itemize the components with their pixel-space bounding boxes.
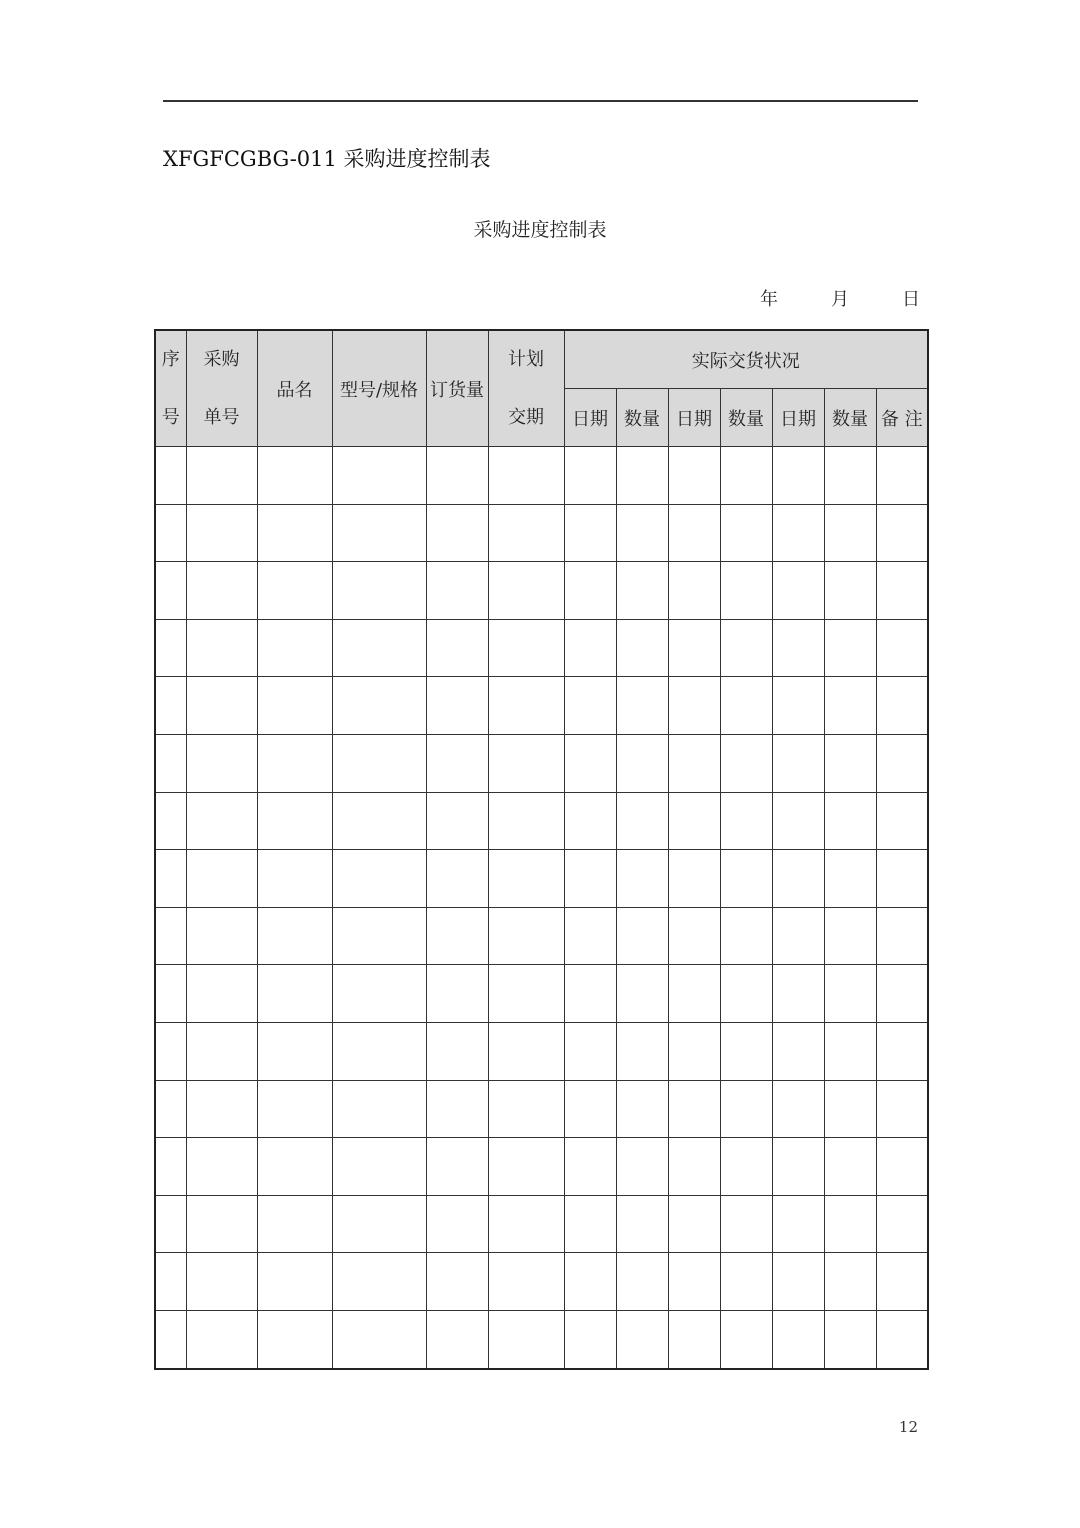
table-cell: [155, 965, 186, 1023]
table-cell: [616, 734, 668, 792]
table-cell: [426, 447, 488, 505]
table-cell: [876, 562, 928, 620]
table-row: [155, 1138, 928, 1196]
table-cell: [564, 1253, 616, 1311]
table-cell: [564, 792, 616, 850]
table-row: [155, 562, 928, 620]
table-cell: [720, 619, 772, 677]
table-cell: [564, 447, 616, 505]
table-cell: [426, 907, 488, 965]
table-cell: [426, 1253, 488, 1311]
table-cell: [876, 447, 928, 505]
table-cell: [186, 850, 257, 908]
table-body: [155, 447, 928, 1369]
table-cell: [257, 1022, 332, 1080]
table-caption: 采购进度控制表: [473, 219, 607, 241]
table-cell: [257, 1310, 332, 1368]
table-cell: [616, 907, 668, 965]
table-cell: [155, 850, 186, 908]
table-cell: [186, 1310, 257, 1368]
table-cell: [772, 850, 824, 908]
table-cell: [668, 677, 720, 735]
table-cell: [332, 562, 426, 620]
table-row: [155, 619, 928, 677]
table-cell: [668, 1195, 720, 1253]
table-row: [155, 1080, 928, 1138]
table-cell: [668, 447, 720, 505]
table-cell: [616, 1310, 668, 1368]
table-cell: [488, 734, 564, 792]
subheader-remarks: 备 注: [876, 389, 928, 447]
table-cell: [720, 907, 772, 965]
table-cell: [668, 907, 720, 965]
table-cell: [426, 504, 488, 562]
table-cell: [155, 792, 186, 850]
table-header: [155, 330, 928, 447]
table-cell: [876, 734, 928, 792]
table-cell: [772, 504, 824, 562]
table-cell: [155, 447, 186, 505]
table-cell: [332, 1195, 426, 1253]
date-day-label: 日: [902, 289, 920, 310]
table-cell: [257, 1138, 332, 1196]
table-cell: [488, 1253, 564, 1311]
table-cell: [720, 447, 772, 505]
table-cell: [824, 907, 876, 965]
table-cell: [824, 1022, 876, 1080]
header-order-qty: 订货量: [426, 330, 488, 447]
table-cell: [426, 1195, 488, 1253]
date-line: [760, 286, 920, 314]
table-cell: [426, 850, 488, 908]
table-cell: [564, 907, 616, 965]
table-cell: [616, 965, 668, 1023]
table-cell: [426, 1138, 488, 1196]
table-cell: [824, 677, 876, 735]
table-cell: [186, 1022, 257, 1080]
table-cell: [668, 734, 720, 792]
table-cell: [616, 1195, 668, 1253]
table-cell: [876, 1253, 928, 1311]
header-planned-delivery-bottom: 交期: [508, 407, 544, 428]
table-cell: [332, 850, 426, 908]
table-cell: [332, 504, 426, 562]
table-cell: [564, 562, 616, 620]
table-cell: [668, 1080, 720, 1138]
table-cell: [616, 562, 668, 620]
table-cell: [488, 907, 564, 965]
table-cell: [488, 965, 564, 1023]
table-cell: [824, 1080, 876, 1138]
table-cell: [668, 1253, 720, 1311]
table-row: [155, 1253, 928, 1311]
table-cell: [824, 1138, 876, 1196]
table-cell: [155, 1253, 186, 1311]
subheader-qty-1: 数量: [616, 389, 668, 447]
table-cell: [564, 1080, 616, 1138]
table-cell: [564, 1022, 616, 1080]
table-cell: [564, 1310, 616, 1368]
table-row: [155, 907, 928, 965]
table-cell: [257, 447, 332, 505]
table-cell: [186, 965, 257, 1023]
table-cell: [824, 734, 876, 792]
table-cell: [426, 734, 488, 792]
table-cell: [668, 965, 720, 1023]
table-cell: [332, 1253, 426, 1311]
header-item-name: 品名: [257, 330, 332, 447]
table-cell: [772, 1253, 824, 1311]
subheader-qty-2: 数量: [720, 389, 772, 447]
table-cell: [668, 1310, 720, 1368]
table-cell: [332, 1022, 426, 1080]
table-cell: [257, 734, 332, 792]
table-cell: [668, 850, 720, 908]
table-cell: [186, 1138, 257, 1196]
table-cell: [564, 1195, 616, 1253]
header-planned-delivery: [488, 330, 564, 447]
header-rule: [163, 100, 918, 102]
table-cell: [824, 965, 876, 1023]
table-cell: [564, 619, 616, 677]
table-row: [155, 504, 928, 562]
header-order-no-bottom: 单号: [203, 407, 240, 428]
table-cell: [257, 1253, 332, 1311]
table-row: [155, 1195, 928, 1253]
table-cell: [720, 1253, 772, 1311]
table-cell: [426, 562, 488, 620]
table-cell: [426, 965, 488, 1023]
table-cell: [720, 792, 772, 850]
table-cell: [824, 1195, 876, 1253]
table-cell: [876, 677, 928, 735]
table-cell: [488, 677, 564, 735]
table-cell: [488, 562, 564, 620]
date-year-label: 年: [760, 289, 778, 310]
table-cell: [720, 965, 772, 1023]
table-cell: [720, 1080, 772, 1138]
table-cell: [564, 677, 616, 735]
table-cell: [332, 1138, 426, 1196]
table-cell: [876, 1022, 928, 1080]
table-cell: [488, 1138, 564, 1196]
table-cell: [876, 1138, 928, 1196]
table-cell: [488, 1195, 564, 1253]
table-cell: [488, 504, 564, 562]
table-cell: [876, 1195, 928, 1253]
table-cell: [668, 619, 720, 677]
header-order-no: [186, 330, 257, 447]
table-cell: [616, 1080, 668, 1138]
table-cell: [186, 792, 257, 850]
table-cell: [155, 619, 186, 677]
table-cell: [488, 619, 564, 677]
table-cell: [616, 677, 668, 735]
table-cell: [257, 504, 332, 562]
table-cell: [332, 447, 426, 505]
table-cell: [426, 1022, 488, 1080]
table-cell: [720, 677, 772, 735]
subheader-date-3: 日期: [772, 389, 824, 447]
table-cell: [876, 850, 928, 908]
table-cell: [155, 907, 186, 965]
table-cell: [772, 562, 824, 620]
table-row: [155, 792, 928, 850]
table-cell: [668, 792, 720, 850]
table-cell: [772, 1195, 824, 1253]
table-cell: [426, 677, 488, 735]
table-cell: [668, 504, 720, 562]
table-cell: [772, 619, 824, 677]
table-cell: [257, 965, 332, 1023]
table-cell: [824, 562, 876, 620]
subheader-date-1: 日期: [564, 389, 616, 447]
table-cell: [616, 850, 668, 908]
table-cell: [155, 562, 186, 620]
table-row: [155, 1310, 928, 1368]
table-cell: [876, 792, 928, 850]
table-cell: [155, 734, 186, 792]
table-cell: [186, 562, 257, 620]
header-seq-bottom: 号: [161, 407, 180, 428]
table-cell: [616, 1138, 668, 1196]
header-order-no-top: 采购: [203, 349, 240, 370]
table-cell: [616, 1022, 668, 1080]
table-cell: [616, 447, 668, 505]
table-cell: [332, 619, 426, 677]
table-cell: [257, 792, 332, 850]
procurement-progress-table: [154, 329, 929, 1370]
table-cell: [772, 792, 824, 850]
table-cell: [488, 792, 564, 850]
table-row: [155, 447, 928, 505]
table-cell: [186, 734, 257, 792]
table-cell: [772, 447, 824, 505]
table-cell: [876, 504, 928, 562]
table-cell: [720, 1022, 772, 1080]
table-cell: [488, 1080, 564, 1138]
table-cell: [257, 907, 332, 965]
table-cell: [186, 1253, 257, 1311]
table-cell: [155, 504, 186, 562]
table-cell: [720, 1138, 772, 1196]
table-cell: [824, 1253, 876, 1311]
table-cell: [720, 734, 772, 792]
table-row: [155, 850, 928, 908]
table-cell: [186, 677, 257, 735]
table-cell: [155, 1080, 186, 1138]
subheader-date-2: 日期: [668, 389, 720, 447]
table-cell: [332, 1080, 426, 1138]
table-cell: [720, 504, 772, 562]
table-cell: [488, 850, 564, 908]
table-cell: [720, 562, 772, 620]
table-cell: [426, 1310, 488, 1368]
header-seq: [155, 330, 186, 447]
table-cell: [564, 850, 616, 908]
table-cell: [564, 965, 616, 1023]
table-cell: [257, 677, 332, 735]
table-cell: [668, 562, 720, 620]
table-cell: [155, 1195, 186, 1253]
table-cell: [772, 1138, 824, 1196]
table-cell: [772, 677, 824, 735]
table-cell: [564, 1138, 616, 1196]
table-cell: [720, 1195, 772, 1253]
table-cell: [186, 1195, 257, 1253]
table-cell: [257, 619, 332, 677]
table-cell: [186, 447, 257, 505]
table-cell: [668, 1022, 720, 1080]
table-cell: [155, 677, 186, 735]
table-cell: [426, 619, 488, 677]
table-cell: [426, 792, 488, 850]
header-planned-delivery-top: 计划: [508, 349, 544, 370]
table-cell: [876, 619, 928, 677]
table-cell: [824, 447, 876, 505]
table-cell: [186, 1080, 257, 1138]
header-seq-top: 序: [161, 349, 180, 370]
date-month-label: 月: [831, 289, 849, 310]
table-cell: [332, 965, 426, 1023]
table-cell: [332, 677, 426, 735]
table-cell: [332, 907, 426, 965]
table-cell: [488, 1310, 564, 1368]
table-row: [155, 965, 928, 1023]
table-cell: [824, 1310, 876, 1368]
table-cell: [257, 562, 332, 620]
table-cell: [564, 734, 616, 792]
table-cell: [155, 1022, 186, 1080]
table-cell: [824, 504, 876, 562]
table-row: [155, 1022, 928, 1080]
table-cell: [426, 1080, 488, 1138]
table-cell: [332, 734, 426, 792]
header-model-spec: 型号/规格: [332, 330, 426, 447]
table-cell: [876, 1080, 928, 1138]
page-number: 12: [898, 1418, 918, 1436]
table-row: [155, 677, 928, 735]
table-cell: [876, 1310, 928, 1368]
document-heading: XFGFCGBG-011 采购进度控制表: [163, 147, 491, 171]
table-cell: [257, 1195, 332, 1253]
table-cell: [186, 907, 257, 965]
table-cell: [824, 619, 876, 677]
subheader-qty-3: 数量: [824, 389, 876, 447]
table-cell: [616, 792, 668, 850]
table-cell: [186, 504, 257, 562]
table-cell: [564, 504, 616, 562]
table-cell: [488, 1022, 564, 1080]
table-cell: [616, 1253, 668, 1311]
table-cell: [186, 619, 257, 677]
table-cell: [772, 1022, 824, 1080]
table-cell: [332, 1310, 426, 1368]
table-cell: [488, 447, 564, 505]
table-cell: [616, 504, 668, 562]
table-cell: [876, 907, 928, 965]
table-cell: [772, 907, 824, 965]
table-cell: [720, 850, 772, 908]
table-cell: [155, 1310, 186, 1368]
table-cell: [772, 1310, 824, 1368]
table-row: [155, 734, 928, 792]
table-cell: [772, 965, 824, 1023]
header-actual-delivery: 实际交货状况: [564, 330, 928, 389]
table-cell: [332, 792, 426, 850]
table-cell: [824, 850, 876, 908]
table-cell: [257, 850, 332, 908]
table-cell: [824, 792, 876, 850]
table-cell: [720, 1310, 772, 1368]
table-cell: [772, 734, 824, 792]
table-cell: [668, 1138, 720, 1196]
table-cell: [876, 965, 928, 1023]
table-cell: [616, 619, 668, 677]
table-cell: [257, 1080, 332, 1138]
table-cell: [772, 1080, 824, 1138]
table-cell: [155, 1138, 186, 1196]
